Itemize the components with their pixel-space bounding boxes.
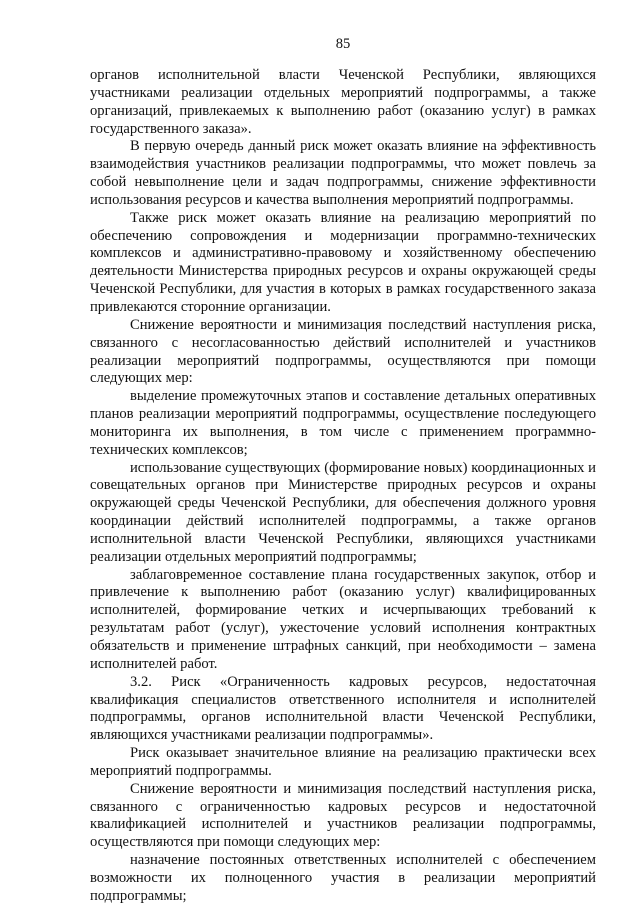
paragraph: использование существующих (формирование новых) координационных и совещательных органов при Министерстве природных ресурсов и охраны окружающей среды Чеченской Республики, для обеспечения должного уровня координации действий исполнителей подпрограммы, а также органов исполнительной власти Чеченской Республики, являющихся участниками реализации отдельных мероприятий подпрограммы; xyxy=(90,459,596,565)
paragraph: выделение промежуточных этапов и составление детальных оперативных планов реализации мероприятий подпрограммы, осуществление последующего мониторинга их выполнения, в том числе с применением программно-технических комплексов; xyxy=(90,388,596,458)
page-number: 85 xyxy=(335,36,351,52)
paragraph: 3.2. Риск «Ограниченность кадровых ресурсов, недостаточная квалификация специалистов ответственного исполнителя и исполнителей подпрограммы, органов исполнительной власти Чеченской Республики, являющихся участниками реализации подпрограммы». xyxy=(90,673,596,744)
paragraph: Также риск может оказать влияние на реализацию мероприятий по обеспечению сопровождения и модернизации программно-технических комплексов и административно-правовому и хозяйственному обеспечению деятельности Министерства природных ресурсов и охраны окружающей среды Чеченской Республики, для участия в которых в рамках государственного заказа привлекаются сторонние организации. xyxy=(90,209,596,315)
document-page xyxy=(90,36,596,906)
paragraph: Снижение вероятности и минимизация последствий наступления риска, связанного с несогласованностью действий исполнителей и участников реализации мероприятий подпрограммы, осуществляются при помощи следующих мер: xyxy=(90,316,596,387)
paragraph: Снижение вероятности и минимизация последствий наступления риска, связанного с ограниченностью кадровых ресурсов и недостаточной квалификацией исполнителей и участников реализации подпрограммы, осуществляются при помощи следующих мер: xyxy=(90,780,596,851)
paragraph: В первую очередь данный риск может оказать влияние на эффективность взаимодействия участников реализации подпрограммы, что может повлечь за собой невыполнение цели и задач подпрограммы, снижение эффективности использования ресурсов и качества выполнения мероприятий подпрограммы. xyxy=(90,138,596,208)
paragraph: заблаговременное составление плана государственных закупок, отбор и привлечение к выполнению работ (оказанию услуг) квалифицированных исполнителей, формирование четких и исчерпывающих требований к результатам работ (услуг), ужесточение условий исполнения контрактных обязательств и применение штрафных санкций, при необходимости – замена исполнителей работ. xyxy=(90,566,596,672)
document-body xyxy=(90,67,596,906)
paragraph: Риск оказывает значительное влияние на реализацию практически всех мероприятий подпрограммы. xyxy=(90,745,596,779)
paragraph: органов исполнительной власти Чеченской Республики, являющихся участниками реализации отдельных мероприятий подпрограммы, а также организаций, привлекаемых к выполнению работ (оказанию услуг) в рамках государственного заказа». xyxy=(90,67,596,137)
paragraph: назначение постоянных ответственных исполнителей с обеспечением возможности их полноценного участия в реализации мероприятий подпрограммы; xyxy=(90,852,596,904)
